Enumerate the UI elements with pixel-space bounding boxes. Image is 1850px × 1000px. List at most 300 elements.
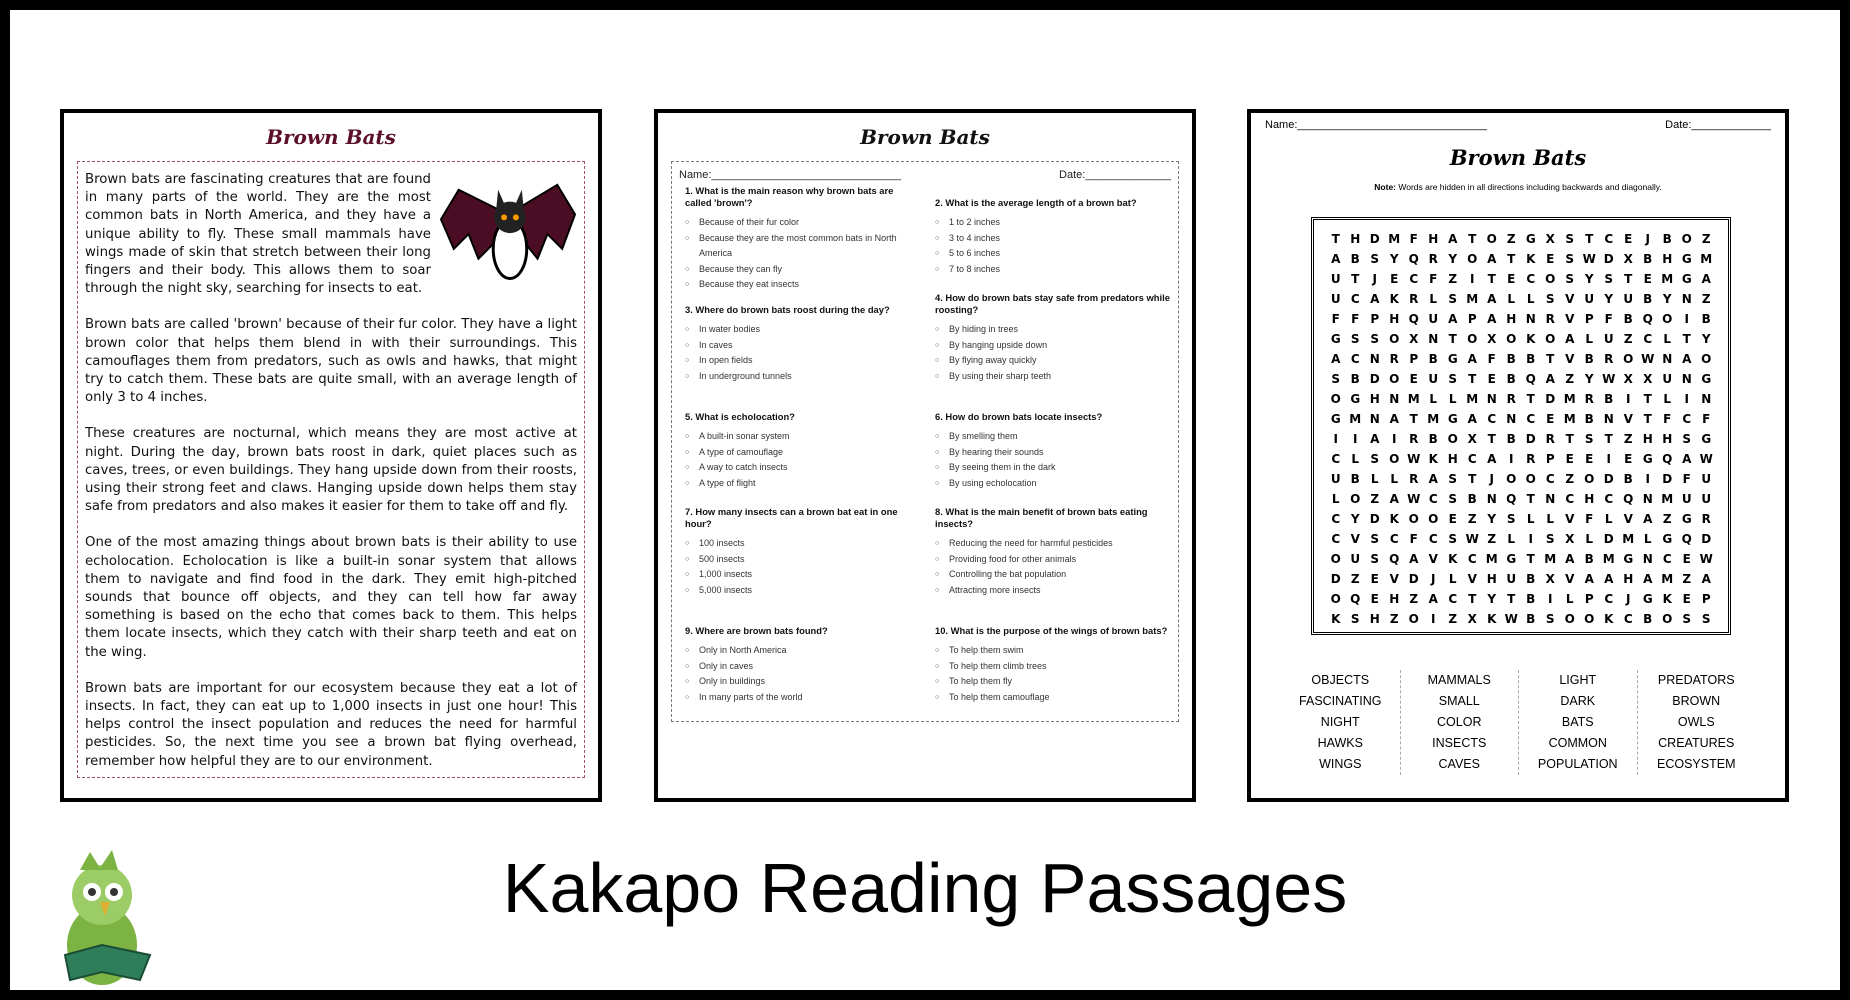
grid-letter: O xyxy=(1584,612,1595,626)
grid-letter: X xyxy=(1545,572,1555,586)
question-text: 2. What is the average length of a brown bat? xyxy=(935,197,1137,208)
grid-letter: X xyxy=(1467,432,1477,446)
grid-letter: D xyxy=(1369,512,1380,526)
grid-letter: C xyxy=(1428,532,1438,546)
answer-option[interactable]: ○ Only in buildings xyxy=(685,674,921,690)
grid-letter: H xyxy=(1506,312,1517,326)
grid-letter: Z xyxy=(1409,592,1419,606)
grid-letter: A xyxy=(1389,492,1399,506)
grid-letter: E xyxy=(1624,452,1633,466)
grid-letter: Q xyxy=(1408,312,1419,326)
grid-letter: M xyxy=(1349,412,1362,426)
grid-letter: D xyxy=(1369,232,1380,246)
answer-option[interactable]: ○ 1 to 2 inches xyxy=(935,215,1171,231)
grid-letter: K xyxy=(1662,592,1672,606)
grid-letter: F xyxy=(1702,412,1711,426)
grid-letter: E xyxy=(1409,372,1418,386)
answer-option[interactable]: ○ In underground tunnels xyxy=(685,369,921,385)
grid-letter: O xyxy=(1330,552,1341,566)
grid-letter: B xyxy=(1701,312,1711,326)
answer-option[interactable]: ○ In water bodies xyxy=(685,322,921,338)
grid-letter: A xyxy=(1448,312,1458,326)
grid-letter: T xyxy=(1643,412,1652,426)
grid-letter: V xyxy=(1565,312,1575,326)
grid-letter: H xyxy=(1369,392,1380,406)
word-column xyxy=(1400,670,1519,775)
grid-letter: L xyxy=(1429,392,1438,406)
grid-letter: S xyxy=(1448,472,1458,486)
grid-letter: L xyxy=(1507,532,1516,546)
grid-letter: S xyxy=(1370,532,1380,546)
grid-letter: S xyxy=(1545,532,1555,546)
quiz-question xyxy=(679,292,921,399)
answer-option[interactable]: ○ Because they eat insects xyxy=(685,277,921,293)
grid-letter: G xyxy=(1681,272,1692,286)
grid-letter: X xyxy=(1623,372,1633,386)
grid-letter: R xyxy=(1389,352,1399,366)
grid-letter: O xyxy=(1330,592,1341,606)
answer-option[interactable]: ○ Because they can fly xyxy=(685,262,921,278)
grid-letter: G xyxy=(1525,232,1536,246)
grid-letter: C xyxy=(1331,512,1341,526)
quiz-question xyxy=(679,399,921,506)
grid-letter: B xyxy=(1350,472,1360,486)
grid-letter: O xyxy=(1389,332,1400,346)
grid-letter: N xyxy=(1369,412,1380,426)
answer-option[interactable]: ○ 3 to 4 inches xyxy=(935,231,1171,247)
grid-letter: U xyxy=(1330,472,1341,486)
grid-letter: O xyxy=(1584,472,1595,486)
question-text: 7. How many insects can a brown bat eat in one hour? xyxy=(685,506,898,529)
grid-letter: F xyxy=(1351,312,1360,326)
grid-letter: S xyxy=(1370,332,1380,346)
grid-letter: A xyxy=(1331,352,1341,366)
grid-letter: H xyxy=(1486,572,1497,586)
grid-letter: C xyxy=(1623,612,1633,626)
grid-letter: S xyxy=(1350,332,1360,346)
grid-letter: L xyxy=(1448,572,1457,586)
grid-letter: O xyxy=(1408,512,1419,526)
answer-option[interactable]: ○ 5,000 insects xyxy=(685,583,921,599)
answer-option[interactable]: ○ In many parts of the world xyxy=(685,690,921,706)
grid-letter: B xyxy=(1526,612,1536,626)
grid-letter: K xyxy=(1604,612,1614,626)
grid-letter: M xyxy=(1388,232,1401,246)
grid-letter: B xyxy=(1526,592,1536,606)
grid-letter: E xyxy=(1565,452,1574,466)
grid-letter: Q xyxy=(1662,452,1673,466)
grid-letter: E xyxy=(1546,252,1555,266)
quiz-question xyxy=(929,399,1171,506)
grid-letter: S xyxy=(1448,292,1458,306)
passage-paragraph: Brown bats are fascinating creatures that are found in many parts of the world. They are the most common bats in North America, and they have a unique ability to fly. These small mammals have wings made of skin that stretch between their long fingers and their body. This allows them to soar through the night sky, searching for insects to eat. xyxy=(85,172,431,297)
grid-letter: H xyxy=(1662,252,1673,266)
grid-letter: R xyxy=(1428,252,1438,266)
answer-option[interactable]: ○ A built-in sonar system xyxy=(685,429,921,445)
grid-letter: J xyxy=(1645,232,1650,246)
grid-letter: Y xyxy=(1448,252,1458,266)
grid-letter: S xyxy=(1565,252,1575,266)
grid-letter: S xyxy=(1448,532,1458,546)
answer-option[interactable]: ○ 500 insects xyxy=(685,552,921,568)
grid-letter: O xyxy=(1662,312,1673,326)
grid-letter: V xyxy=(1565,572,1575,586)
grid-letter: O xyxy=(1330,392,1341,406)
grid-letter: V xyxy=(1389,572,1399,586)
word-item: COMMON xyxy=(1548,736,1607,750)
answer-option[interactable]: ○ Because they are the most common bats in North America xyxy=(685,231,921,262)
grid-letter: Y xyxy=(1389,252,1399,266)
answer-option[interactable]: ○ By smelling them xyxy=(935,429,1171,445)
grid-letter: C xyxy=(1565,492,1575,506)
grid-letter: G xyxy=(1662,532,1673,546)
grid-letter: O xyxy=(1408,612,1419,626)
grid-letter: T xyxy=(1604,432,1613,446)
grid-letter: U xyxy=(1428,312,1439,326)
grid-letter: B xyxy=(1584,412,1594,426)
grid-letter: S xyxy=(1545,612,1555,626)
grid-letter: B xyxy=(1428,352,1438,366)
date-field: Date:_____________ xyxy=(1665,119,1771,131)
grid-letter: F xyxy=(1682,472,1691,486)
answer-option[interactable]: ○ A type of flight xyxy=(685,476,921,492)
grid-letter: I xyxy=(1353,432,1358,446)
grid-letter: H xyxy=(1447,452,1458,466)
grid-letter: W xyxy=(1602,372,1616,386)
grid-letter: M xyxy=(1466,392,1479,406)
grid-letter: D xyxy=(1330,572,1341,586)
grid-letter: N xyxy=(1642,552,1653,566)
grid-letter: G xyxy=(1701,372,1712,386)
grid-letter: M xyxy=(1661,492,1674,506)
answer-option[interactable]: ○ By using echolocation xyxy=(935,476,1171,492)
grid-letter: G xyxy=(1506,552,1517,566)
grid-letter: K xyxy=(1487,612,1497,626)
grid-letter: I xyxy=(1470,272,1475,286)
grid-letter: S xyxy=(1545,292,1555,306)
word-search-page xyxy=(1247,109,1789,802)
grid-letter: B xyxy=(1506,372,1516,386)
grid-letter: D xyxy=(1603,472,1614,486)
grid-letter: O xyxy=(1447,432,1458,446)
grid-letter: I xyxy=(1528,532,1533,546)
answer-option[interactable]: ○ Attracting more insects xyxy=(935,583,1171,599)
answer-option[interactable]: ○ By hanging upside down xyxy=(935,338,1171,354)
word-item: COLOR xyxy=(1437,715,1482,729)
grid-letter: S xyxy=(1565,232,1575,246)
grid-letter: E xyxy=(1682,592,1691,606)
answer-option[interactable]: ○ A type of camouflage xyxy=(685,445,921,461)
grid-letter: T xyxy=(1468,592,1477,606)
answer-option[interactable]: ○ Only in caves xyxy=(685,659,921,675)
grid-letter: F xyxy=(1331,312,1340,326)
grid-letter: C xyxy=(1331,532,1341,546)
grid-letter: C xyxy=(1409,272,1419,286)
grid-letter: Z xyxy=(1701,232,1711,246)
grid-letter: Z xyxy=(1448,612,1458,626)
grid-letter: B xyxy=(1623,312,1633,326)
grid-letter: R xyxy=(1701,512,1711,526)
grid-letter: U xyxy=(1330,292,1341,306)
grid-letter: G xyxy=(1447,412,1458,426)
quiz-question xyxy=(929,506,1171,613)
grid-letter: A xyxy=(1565,552,1575,566)
word-item: WINGS xyxy=(1319,757,1362,771)
grid-letter: D xyxy=(1408,572,1419,586)
grid-letter: W xyxy=(1465,532,1479,546)
grid-letter: O xyxy=(1467,252,1478,266)
answer-option[interactable]: ○ 7 to 8 inches xyxy=(935,262,1171,278)
grid-letter: R xyxy=(1545,432,1555,446)
grid-letter: B xyxy=(1506,352,1516,366)
quiz-question xyxy=(679,506,921,613)
grid-letter: H xyxy=(1369,612,1380,626)
grid-letter: Z xyxy=(1565,372,1575,386)
grid-letter: L xyxy=(1663,392,1672,406)
grid-letter: A xyxy=(1643,512,1653,526)
grid-letter: N xyxy=(1389,392,1400,406)
answer-option[interactable]: ○ Only in North America xyxy=(685,643,921,659)
grid-letter: Q xyxy=(1408,252,1419,266)
grid-letter: B xyxy=(1526,352,1536,366)
grid-letter: S xyxy=(1370,252,1380,266)
grid-letter: T xyxy=(1468,372,1477,386)
grid-letter: J xyxy=(1626,592,1631,606)
question-text: 4. How do brown bats stay safe from predators while roosting? xyxy=(935,292,1170,315)
grid-letter: T xyxy=(1468,472,1477,486)
grid-letter: B xyxy=(1643,252,1653,266)
grid-letter: S xyxy=(1584,432,1594,446)
grid-letter: C xyxy=(1331,452,1341,466)
passage-paragraph: Brown bats are called 'brown' because of their fur color. They have a light brown color that helps them blend in with their surroundings. This camouflages them from predators, such as owls and hawks, that might try to catch them. These bats are quite small, with an average length of only 3 to 4 inches. xyxy=(85,317,577,406)
grid-letter: J xyxy=(1431,572,1436,586)
grid-letter: Z xyxy=(1662,512,1672,526)
grid-letter: T xyxy=(1487,272,1496,286)
word-item: CREATURES xyxy=(1658,736,1735,750)
grid-letter: B xyxy=(1584,552,1594,566)
quiz-question xyxy=(929,613,1171,720)
grid-letter: I xyxy=(1606,452,1611,466)
answer-option[interactable]: ○ 5 to 6 inches xyxy=(935,246,1171,262)
grid-letter: I xyxy=(1548,592,1553,606)
grid-letter: V xyxy=(1428,552,1438,566)
grid-letter: M xyxy=(1427,412,1440,426)
grid-letter: G xyxy=(1623,552,1634,566)
answer-option[interactable]: ○ By using their sharp teeth xyxy=(935,369,1171,385)
grid-letter: Q xyxy=(1623,492,1634,506)
answer-option[interactable]: ○ Because of their fur color xyxy=(685,215,921,231)
answer-option[interactable]: ○ By hearing their sounds xyxy=(935,445,1171,461)
grid-letter: L xyxy=(1604,512,1613,526)
grid-letter: H xyxy=(1642,432,1653,446)
grid-letter: Y xyxy=(1662,292,1672,306)
grid-letter: A xyxy=(1487,252,1497,266)
grid-letter: Z xyxy=(1623,332,1633,346)
grid-letter: L xyxy=(1585,332,1594,346)
grid-letter: M xyxy=(1563,392,1576,406)
grid-letter: A xyxy=(1565,332,1575,346)
bat-illustration xyxy=(439,179,577,304)
grid-letter: O xyxy=(1486,232,1497,246)
answer-option[interactable]: ○ 1,000 insects xyxy=(685,567,921,583)
quiz-question xyxy=(929,185,1171,292)
grid-letter: C xyxy=(1350,352,1360,366)
grid-letter: T xyxy=(1468,232,1477,246)
grid-letter: Z xyxy=(1682,572,1692,586)
grid-letter: A xyxy=(1682,452,1692,466)
grid-letter: H xyxy=(1389,312,1400,326)
grid-letter: B xyxy=(1467,492,1477,506)
answer-option[interactable]: ○ A way to catch insects xyxy=(685,460,921,476)
grid-letter: X xyxy=(1467,612,1477,626)
grid-letter: C xyxy=(1682,412,1692,426)
answer-option[interactable]: ○ Providing food for other animals xyxy=(935,552,1171,568)
page-title: Brown Bats xyxy=(266,125,396,149)
word-item: NIGHT xyxy=(1320,715,1360,729)
answer-option[interactable]: ○ In open fields xyxy=(685,353,921,369)
grid-letter: U xyxy=(1662,372,1673,386)
answer-option[interactable]: ○ Reducing the need for harmful pesticides xyxy=(935,536,1171,552)
answer-option[interactable]: ○ To help them climb trees xyxy=(935,659,1171,675)
answer-option[interactable]: ○ To help them camouflage xyxy=(935,690,1171,706)
grid-letter: E xyxy=(1370,572,1379,586)
grid-letter: J xyxy=(1372,272,1377,286)
grid-letter: U xyxy=(1681,492,1692,506)
grid-letter: O xyxy=(1662,612,1673,626)
answer-option[interactable]: ○ 100 insects xyxy=(685,536,921,552)
answer-option[interactable]: ○ To help them swim xyxy=(935,643,1171,659)
word-column xyxy=(1518,670,1637,775)
grid-letter: H xyxy=(1350,232,1361,246)
word-item: OBJECTS xyxy=(1311,673,1370,687)
grid-letter: F xyxy=(1585,512,1594,526)
grid-letter: Z xyxy=(1389,612,1399,626)
grid-letter: L xyxy=(1565,592,1574,606)
grid-letter: N xyxy=(1545,492,1556,506)
grid-letter: A xyxy=(1467,412,1477,426)
answer-option[interactable]: ○ To help them fly xyxy=(935,674,1171,690)
grid-letter: P xyxy=(1409,352,1419,366)
answer-option[interactable]: ○ By seeing them in the dark xyxy=(935,460,1171,476)
grid-letter: I xyxy=(1509,452,1514,466)
grid-letter: L xyxy=(1429,292,1438,306)
grid-letter: W xyxy=(1699,452,1713,466)
grid-letter: Q xyxy=(1681,532,1692,546)
grid-letter: N xyxy=(1681,372,1692,386)
grid-letter: Q xyxy=(1525,372,1536,386)
grid-letter: U xyxy=(1428,372,1439,386)
grid-letter: I xyxy=(1431,612,1436,626)
grid-letter: W xyxy=(1582,252,1596,266)
grid-letter: A xyxy=(1487,452,1497,466)
grid-letter: Z xyxy=(1350,572,1360,586)
grid-letter: X xyxy=(1487,332,1497,346)
grid-letter: B xyxy=(1662,232,1672,246)
grid-letter: T xyxy=(1546,352,1555,366)
grid-letter: I xyxy=(1684,312,1689,326)
grid-letter: Z xyxy=(1467,512,1477,526)
grid-letter: T xyxy=(1526,552,1535,566)
grid-letter: L xyxy=(1390,472,1399,486)
grid-letter: O xyxy=(1467,332,1478,346)
grid-letter: K xyxy=(1389,512,1399,526)
answer-option[interactable]: ○ By flying away quickly xyxy=(935,353,1171,369)
grid-letter: A xyxy=(1409,552,1419,566)
grid-letter: A xyxy=(1467,352,1477,366)
word-item: DARK xyxy=(1560,694,1596,708)
grid-letter: S xyxy=(1448,372,1458,386)
grid-letter: X xyxy=(1643,372,1653,386)
grid-letter: U xyxy=(1701,492,1712,506)
grid-letter: T xyxy=(1331,232,1340,246)
grid-letter: Q xyxy=(1350,592,1361,606)
grid-letter: K xyxy=(1526,252,1536,266)
grid-letter: T xyxy=(1526,492,1535,506)
quiz-box xyxy=(671,161,1179,722)
grid-letter: Q xyxy=(1389,552,1400,566)
grid-letter: H xyxy=(1623,572,1634,586)
grid-letter: H xyxy=(1428,232,1439,246)
grid-letter: N xyxy=(1681,292,1692,306)
grid-letter: O xyxy=(1681,232,1692,246)
grid-letter: I xyxy=(1333,432,1338,446)
grid-letter: G xyxy=(1330,332,1341,346)
grid-letter: O xyxy=(1525,472,1536,486)
grid-letter: L xyxy=(1643,532,1652,546)
grid-letter: G xyxy=(1447,352,1458,366)
grid-letter: V xyxy=(1623,512,1633,526)
grid-letter: X xyxy=(1623,252,1633,266)
grid-letter: V xyxy=(1623,412,1633,426)
answer-option[interactable]: ○ Controlling the bat population xyxy=(935,567,1171,583)
grid-letter: V xyxy=(1350,532,1360,546)
grid-letter: A xyxy=(1643,572,1653,586)
grid-letter: T xyxy=(1487,432,1496,446)
quiz-question xyxy=(679,185,921,292)
grid-letter: A xyxy=(1428,472,1438,486)
grid-letter: A xyxy=(1448,232,1458,246)
question-text: 10. What is the purpose of the wings of brown bats? xyxy=(935,625,1168,636)
grid-letter: S xyxy=(1350,612,1360,626)
grid-letter: A xyxy=(1370,432,1380,446)
grid-letter: C xyxy=(1643,332,1653,346)
grid-letter: C xyxy=(1604,592,1614,606)
grid-letter: W xyxy=(1407,492,1421,506)
word-column xyxy=(1637,670,1756,775)
passage-paragraph: One of the most amazing things about brown bats is their ability to use echolocation. Echolocation is like a built-in sonar system that allows them to navigate and find food in the dark. They emit high-pitched sounds that bounce off objects, and they can tell how far away something is based on the echo that comes back to them. This helps them locate insects, which they catch with their sharp teeth and eat on the wing. xyxy=(85,535,577,660)
grid-letter: O xyxy=(1701,352,1712,366)
grid-letter: P xyxy=(1584,592,1594,606)
grid-letter: T xyxy=(1682,332,1691,346)
passage-box xyxy=(77,161,585,778)
grid-letter: E xyxy=(1487,372,1496,386)
grid-letter: L xyxy=(1663,332,1672,346)
answer-option[interactable]: ○ In caves xyxy=(685,338,921,354)
passage-paragraph: These creatures are nocturnal, which means they are most active at night. During the day, brown bats roost in dark, quiet places such as caves, trees, or even buildings. They hang upside down from their roosts, using their strong feet and claws. Hanging upside down helps them stay safe from predators and also makes it easier for them to take off and fly. xyxy=(85,426,577,515)
grid-letter: F xyxy=(1663,412,1672,426)
grid-letter: A xyxy=(1701,572,1711,586)
grid-letter: Z xyxy=(1701,292,1711,306)
question-text: 5. What is echolocation? xyxy=(685,411,795,422)
grid-letter: N xyxy=(1486,392,1497,406)
grid-letter: Z xyxy=(1487,532,1497,546)
answer-option[interactable]: ○ By hiding in trees xyxy=(935,322,1171,338)
grid-letter: L xyxy=(1526,292,1535,306)
grid-letter: Y xyxy=(1350,512,1360,526)
grid-letter: D xyxy=(1603,252,1614,266)
page-title: Brown Bats xyxy=(1449,145,1587,170)
grid-letter: C xyxy=(1467,552,1477,566)
